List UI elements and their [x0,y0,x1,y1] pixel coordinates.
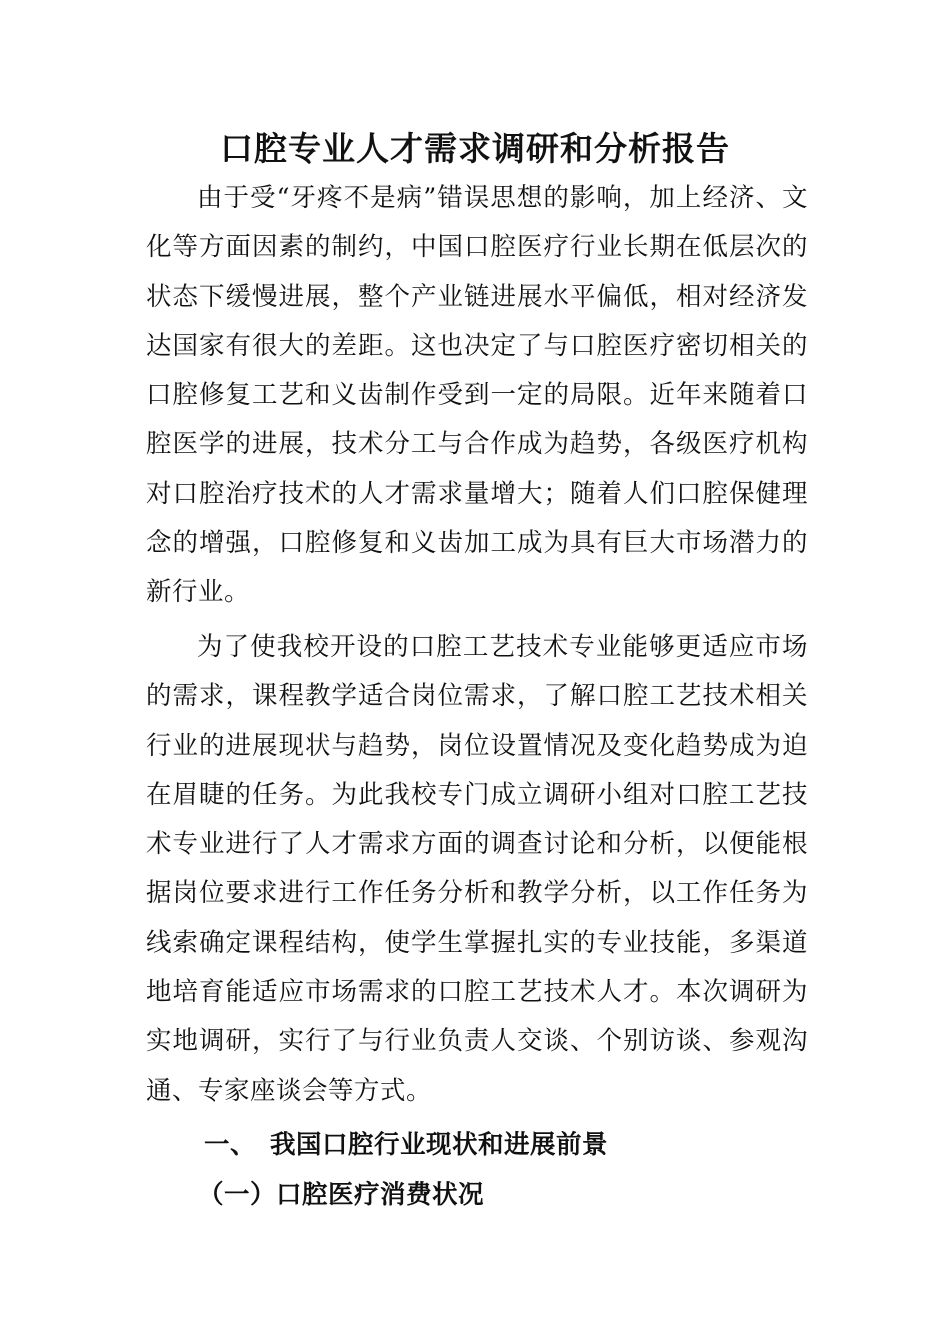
subsection-heading: （一）口腔医疗消费状况 [198,1180,485,1210]
section-heading [204,1125,608,1165]
section-number: 一、 [204,1130,257,1160]
paragraph-purpose: 为了使我校开设的口腔工艺技术专业能够更适应市场的需求，课程教学适合岗位需求，了解口腔工艺技术相关行业的进展现状与趋势，岗位设置情况及变化趋势成为迫在眉睫的任务。为此我校专门成立调研小组对口腔工艺技术专业进行了人才需求方面的调查讨论和分析，以便能根据岗位要求进行工作任务分析和教学分析，以工作任务为线索确定课程结构，使学生掌握扎实的专业技能，多渠道地培育能适应市场需求的口腔工艺技术人才。本次调研为实地调研，实行了与行业负责人交谈、个别访谈、参观沟通、专家座谈会等方式。 [146,632,808,1106]
paragraph-intro: 由于受“牙疼不是病”错误思想的影响，加上经济、文化等方面因素的制约，中国口腔医疗行业长期在低层次的状态下缓慢进展，整个产业链进展水平偏低，相对经济发达国家有很大的差距。这也决定了与口腔医疗密切相关的口腔修复工艺和义齿制作受到一定的局限。近年来随着口腔医学的进展，技术分工与合作成为趋势，各级医疗机构对口腔治疗技术的人才需求量增大；随着人们口腔保健理念的增强，口腔修复和义齿加工成为具有巨大市场潜力的新行业。 [146,183,808,608]
section-title: 我国口腔行业现状和进展前景 [270,1130,609,1160]
document-title: 口腔专业人才需求调研和分析报告 [220,129,730,168]
